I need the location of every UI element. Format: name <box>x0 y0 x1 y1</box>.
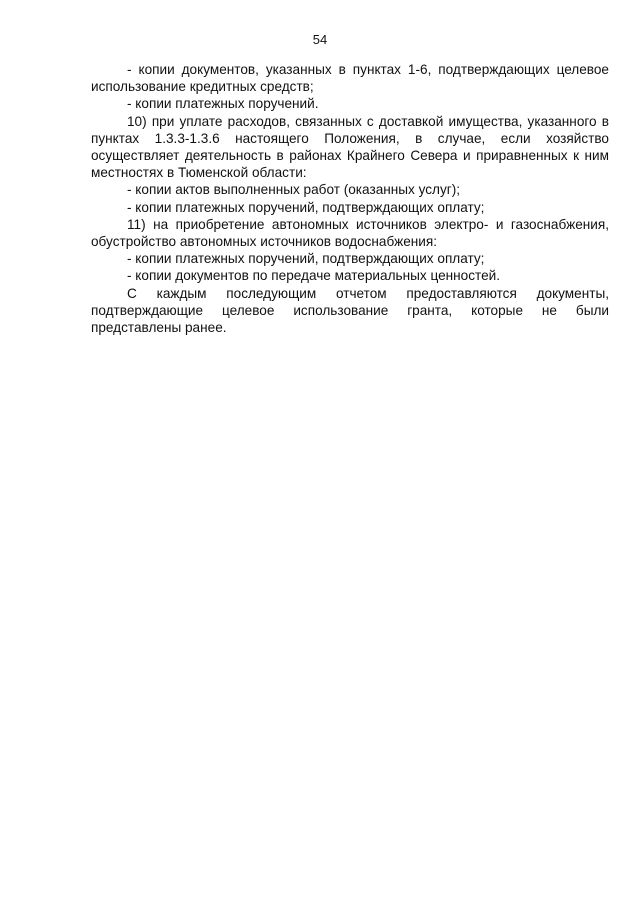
paragraph-payment-orders-confirming: - копии платежных поручений, подтверждающих оплату; <box>127 199 485 215</box>
paragraph-credit-documents: - копии документов, указанных в пунктах 1-6, подтверждающих целевое использование кредитных средств; <box>91 62 609 95</box>
paragraph-material-values-transfer: - копии документов по передаче материальных ценностей. <box>127 268 501 284</box>
page-number: 54 <box>312 32 328 47</box>
paragraph-item-11-autonomous-sources: 11) на приобретение автономных источников электро- и газоснабжения, обустройство автономных источников водоснабжения: <box>91 216 609 250</box>
paragraph-item-10-delivery-costs: 10) при уплате расходов, связанных с доставкой имущества, указанного в пунктах 1.3.3-1.3.6 настоящего Положения, в случае, если хозяйство осуществляет деятельность в районах Крайнего Севера и приравненных к ним местностях в Тюменской области: <box>91 113 609 181</box>
paragraph-payment-orders-confirming-2: - копии платежных поручений, подтверждающих оплату; <box>127 251 485 267</box>
paragraph-subsequent-reports: С каждым последующим отчетом предоставляются документы, подтверждающие целевое использование гранта, которые не были представлены ранее. <box>91 285 609 336</box>
paragraph-payment-orders: - копии платежных поручений. <box>127 96 319 112</box>
document-body <box>91 61 609 336</box>
paragraph-acts-of-work: - копии актов выполненных работ (оказанных услуг); <box>127 182 461 198</box>
